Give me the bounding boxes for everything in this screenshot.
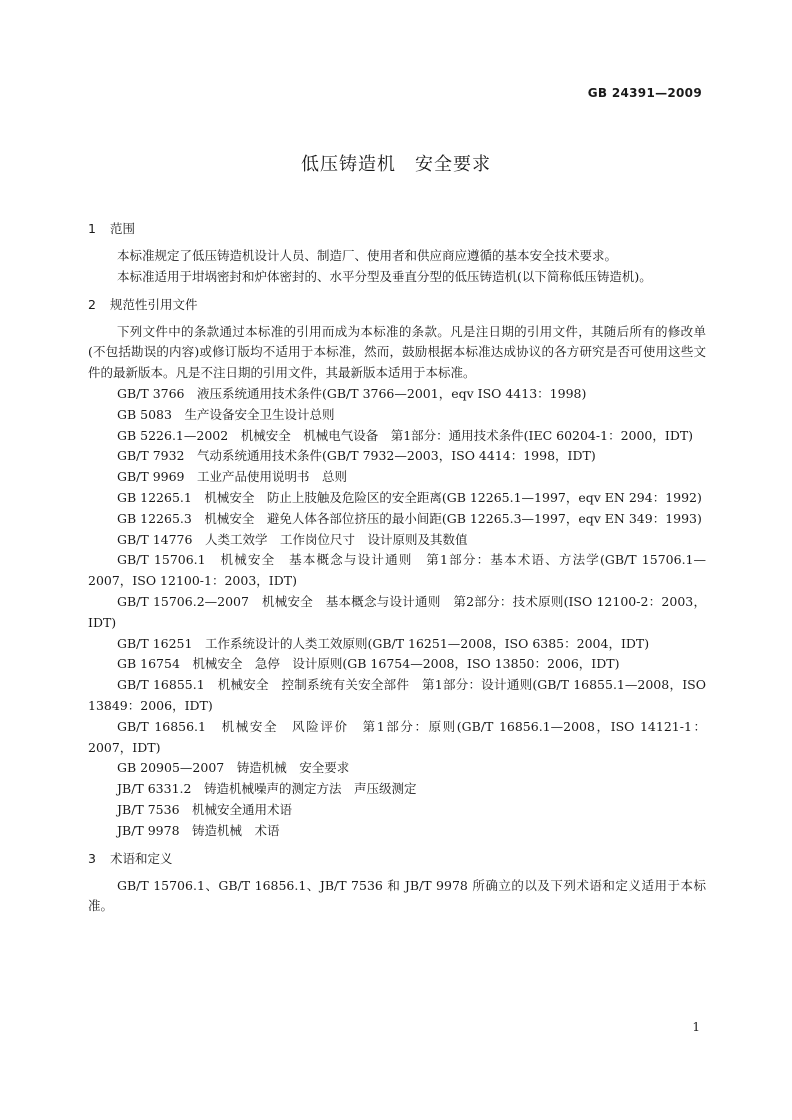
reference-item: GB 12265.3 机械安全 避免人体各部位挤压的最小间距(GB 12265.3—1997，eqv EN 349：1993): [117, 510, 702, 526]
section-heading-terms-definitions: [88, 848, 706, 870]
document-title: 低压铸造机 安全要求: [301, 154, 491, 175]
reference-item: GB/T 16251 工作系统设计的人类工效原则(GB/T 16251—2008，ISO 6385：2004，IDT): [117, 635, 650, 651]
paragraph: 本标准适用于坩埚密封和炉体密封的、水平分型及垂直分型的低压铸造机(以下简称低压铸造机)。: [117, 268, 652, 284]
paragraph: GB/T 15706.1、GB/T 16856.1、JB/T 7536 和 JB/T 9978 所确立的以及下列术语和定义适用于本标准。: [88, 877, 706, 914]
reference-item: GB 16754 机械安全 急停 设计原则(GB 16754—2008，ISO 13850：2006，IDT): [117, 656, 620, 672]
document-body: [88, 214, 706, 917]
reference-item: GB/T 16856.1 机械安全 风险评价 第1部分：原则(GB/T 16856.1—2008，ISO 14121-1：2007，IDT): [88, 718, 706, 755]
reference-item: GB 12265.1 机械安全 防止上肢触及危险区的安全距离(GB 12265.1—1997，eqv EN 294：1992): [117, 489, 702, 505]
reference-item: GB/T 15706.1 机械安全 基本概念与设计通则 第1部分：基本术语、方法学(GB/T 15706.1—2007，ISO 12100-1：2003，IDT): [88, 552, 706, 589]
page-number: 1: [692, 1020, 700, 1034]
section-title: 规范性引用文件: [110, 296, 198, 312]
reference-item: GB/T 3766 液压系统通用技术条件(GB/T 3766—2001，eqv ISO 4413：1998): [117, 385, 587, 401]
reference-item: GB/T 9969 工业产品使用说明书 总则: [117, 469, 348, 485]
reference-item: JB/T 9978 铸造机械 术语: [117, 822, 280, 838]
reference-item: JB/T 7536 机械安全通用术语: [117, 801, 293, 817]
reference-item: GB/T 15706.2—2007 机械安全 基本概念与设计通则 第2部分：技术原则(ISO 12100-2：2003，IDT): [88, 593, 706, 630]
reference-item: JB/T 6331.2 铸造机械噪声的测定方法 声压级测定: [117, 781, 417, 797]
section-heading-scope: [88, 218, 706, 240]
reference-item: GB 20905—2007 铸造机械 安全要求: [117, 760, 350, 776]
reference-item: GB/T 7932 气动系统通用技术条件(GB/T 7932—2003，ISO 4414：1998，IDT): [117, 448, 596, 464]
paragraph: 本标准规定了低压铸造机设计人员、制造厂、使用者和供应商应遵循的基本安全技术要求。: [117, 248, 618, 263]
section-number: 2: [88, 296, 96, 312]
standard-number: GB 24391—2009: [587, 86, 702, 100]
reference-item: GB/T 14776 人类工效学 工作岗位尺寸 设计原则及其数值: [117, 531, 468, 547]
reference-item: GB 5226.1—2002 机械安全 机械电气设备 第1部分：通用技术条件(IEC 60204-1：2000，IDT): [117, 427, 694, 443]
section-heading-normative-references: [88, 294, 706, 316]
section-title: 术语和定义: [110, 850, 173, 866]
section-number: 1: [88, 221, 96, 236]
section-number: 3: [88, 850, 96, 866]
paragraph: 下列文件中的条款通过本标准的引用而成为本标准的条款。凡是注日期的引用文件，其随后所有的修改单(不包括勘误的内容)或修订版均不适用于本标准，然而，鼓励根据本标准达成协议的各方研究是否可使用这些文件的最新版本。凡是不注日期的引用文件，其最新版本适用于本标准。: [88, 323, 706, 381]
reference-item: GB/T 16855.1 机械安全 控制系统有关安全部件 第1部分：设计通则(GB/T 16855.1—2008，ISO 13849：2006，IDT): [88, 677, 706, 713]
section-title: 范围: [110, 221, 136, 236]
reference-item: GB 5083 生产设备安全卫生设计总则: [117, 406, 335, 422]
